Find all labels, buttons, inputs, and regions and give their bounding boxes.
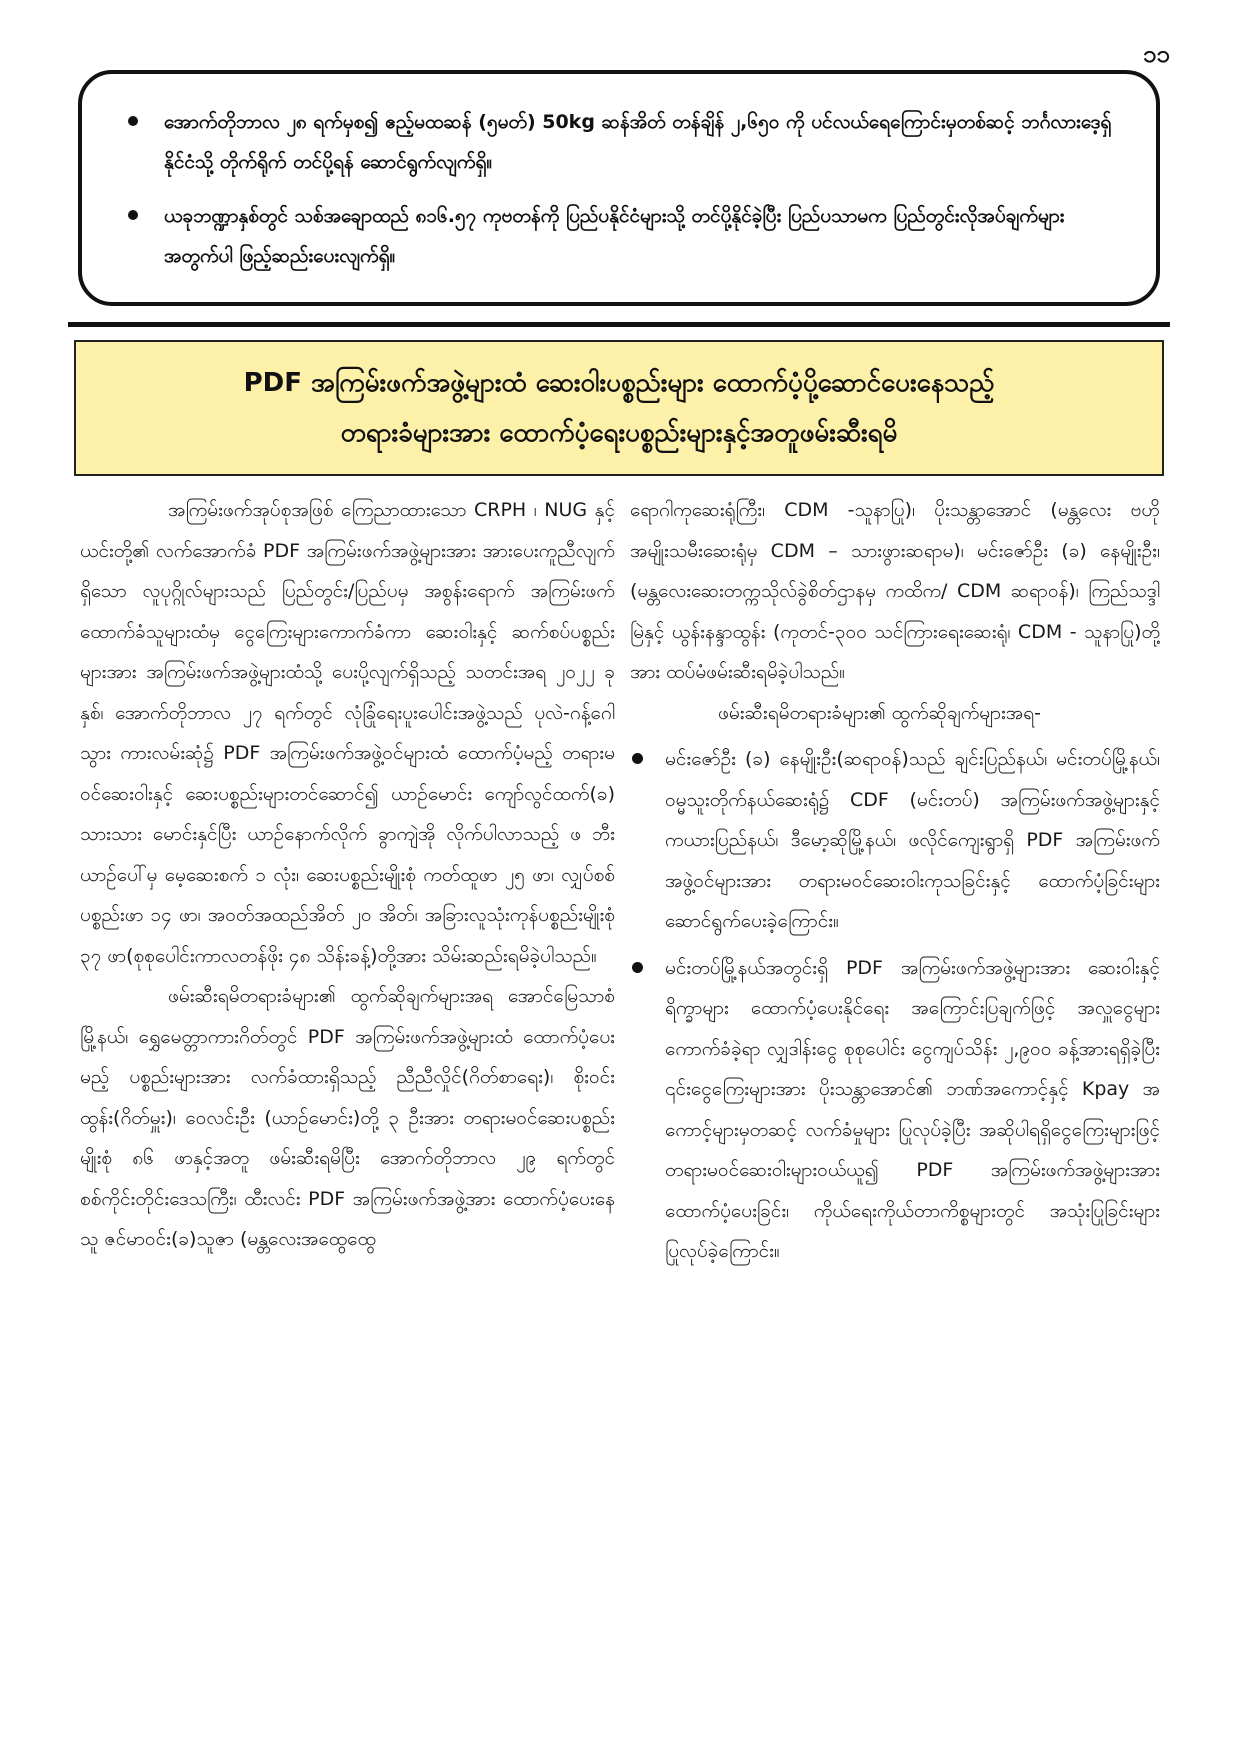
article-title-line-1: PDF အကြမ်းဖက်အဖွဲ့များထံ ဆေးဝါးပစ္စည်းများ ထောက်ပံ့ပို့ဆောင်ပေးနေသည့် bbox=[243, 368, 995, 398]
left-column bbox=[80, 490, 615, 1260]
body-paragraph: အကြမ်းဖက်အုပ်စုအဖြစ် ကြေညာထားသော CRPH ၊ NUG နှင့် ယင်းတို့၏ လက်အောက်ခံ PDF အကြမ်းဖက်အဖွဲ့များအား အားပေးကူညီလျက်ရှိသော လူပုဂ္ဂိုလ်များသည် ပြည်တွင်း/ပြည်ပမှ အစွန်းရောက် အကြမ်းဖက်ထောက်ခံသူများထံမှ ငွေကြေးများကောက်ခံကာ ဆေးဝါးနှင့် ဆက်စပ်ပစ္စည်းများအား အကြမ်းဖက်အဖွဲ့များထံသို့ ပေးပို့လျက်ရှိသည့် သတင်းအရ ၂၀၂၂ ခုနှစ်၊ အောက်တိုဘာလ ၂၇ ရက်တွင် လုံခြုံရေးပူးပေါင်းအဖွဲ့သည် ပုလဲ-ဂန့်ဂေါသွား ကားလမ်းဆုံ၌ PDF အကြမ်းဖက်အဖွဲ့ဝင်များထံ ထောက်ပံ့မည့် တရားမဝင်ဆေးဝါးနှင့် ဆေးပစ္စည်းများတင်ဆောင်၍ ယာဉ်မောင်း ကျော်လွင်ထက်(ခ) သားသား မောင်းနှင်ပြီး ယာဉ်နောက်လိုက် ခွာကျဲအို လိုက်ပါလာသည့် ဖ ဘီးယာဉ်ပေါ်မှ မေ့ဆေးစက် ၁ လုံး၊ ဆေးပစ္စည်းမျိုးစုံ ကတ်ထူဖာ ၂၅ ဖာ၊ လျှပ်စစ်ပစ္စည်းဖာ ၁၄ ဖာ၊ အဝတ်အထည်အိတ် ၂၀ အိတ်၊ အခြားလူသုံးကုန်ပစ္စည်းမျိုးစုံ ၃၇ ဖာ(စုစုပေါင်းကာလတန်ဖိုး ၄၈ သိန်းခန့်)တို့အား သိမ်းဆည်းရမိခဲ့ပါသည်။ bbox=[80, 499, 615, 967]
divider bbox=[68, 322, 1170, 327]
bullet-icon bbox=[128, 116, 138, 126]
body-paragraph: ရောဂါကုဆေးရုံကြီး၊ CDM -သူနာပြု)၊ ပိုးသန္တာအောင် (မန္တလေး ဗဟိုအမျိုးသမီးဆေးရုံမှ CDM – သားဖွားဆရာမ)၊ မင်းဇော်ဦး (ခ) နေမျိုးဦး၊ (မန္တလေးဆေးတက္ကသိုလ်ခွဲစိတ်ဌာနမှ ကထိက/ CDM ဆရာဝန်)၊ ကြည်သဒ္ဒါမြဲနှင့် ယွန်းနန္ဒာထွန်း (ကုတင်-၃၀၀ သင်ကြားရေးဆေးရုံ၊ CDM - သူနာပြု)တို့အား ထပ်မံဖမ်းဆီးရမိခဲ့ပါသည်။ bbox=[630, 499, 1160, 683]
page-number: ၁၁ bbox=[1143, 40, 1170, 68]
bullet-icon bbox=[632, 962, 643, 973]
highlight-text: အောက်တိုဘာလ ၂၈ ရက်မှစ၍ ဧည့်မထဆန် (၅မတ်) 50kg ဆန်အိတ် တန်ချိန် ၂,၆၅၀ ကို ပင်လယ်ရေကြောင်းမှတစ်ဆင့် ဘင်္ဂလားဒေ့ရှ်နိုင်ငံသို့ တိုက်ရိုက် တင်ပို့ရန် ဆောင်ရွက်လျက်ရှိ။ bbox=[164, 111, 1112, 173]
article-title-box bbox=[74, 340, 1164, 476]
list-item bbox=[630, 948, 1160, 1272]
list-item-text: မင်းဇော်ဦး (ခ) နေမျိုးဦး(ဆရာဝန်)သည် ချင်းပြည်နယ်၊ မင်းတပ်မြို့နယ်၊ ဝမ္မသူးတိုက်နယ်ဆေးရုံ၌ CDF (မင်းတပ်) အကြမ်းဖက်အဖွဲ့များနှင့် ကယားပြည်နယ်၊ ဒီမော့ဆိုမြို့နယ်၊ ဖလိုင်ကျေးရွာရှိ PDF အကြမ်းဖက်အဖွဲ့ဝင်များအား တရားမဝင်ဆေးဝါးကုသခြင်းနှင့် ထောက်ပံ့ခြင်းများ ဆောင်ရွက်ပေးခဲ့ကြောင်း။ bbox=[665, 748, 1160, 932]
list-item-text: မင်းတပ်မြို့နယ်အတွင်းရှိ PDF အကြမ်းဖက်အဖွဲ့များအား ဆေးဝါးနှင့် ရိက္ခာများ ထောက်ပံ့ပေးနိုင်ရေး အကြောင်းပြချက်ဖြင့် အလှူငွေများကောက်ခံခဲ့ရာ လျှဒါန်းငွေ စုစုပေါင်း ငွေကျပ်သိန်း ၂,၉၀၀ ခန့်အားရရှိခဲ့ပြီး ၎င်းငွေကြေးများအား ပိုးသန္တာအောင်၏ ဘဏ်အကောင့်နှင့် Kpay အကောင့်များမှတဆင့် လက်ခံမှုများ ပြုလုပ်ခဲ့ပြီး အဆိုပါရရှိငွေကြေးများဖြင့် တရားမဝင်ဆေးဝါးများဝယ်ယူ၍ PDF အကြမ်းဖက်အဖွဲ့များအား ထောက်ပံ့ပေးခြင်း၊ ကိုယ်ရေးကိုယ်တာကိစ္စများတွင် အသုံးပြုခြင်းများပြုလုပ်ခဲ့ကြောင်း။ bbox=[665, 956, 1160, 1262]
bullet-icon bbox=[128, 210, 138, 220]
findings-list bbox=[630, 739, 1160, 1272]
body-paragraph: ဖမ်းဆီးရမိတရားခံများ၏ ထွက်ဆိုချက်များအရ- bbox=[718, 701, 1041, 724]
highlight-item bbox=[122, 102, 1116, 182]
highlight-text: ယခုဘဏ္ဍာနှစ်တွင် သစ်အချောထည် ၈၁၆.၅၇ ကုဗတန်ကို ပြည်ပနိုင်ငံများသို့ တင်ပို့နိုင်ခဲ့ပြီး ပြည်ပသာမက ပြည်တွင်းလိုအပ်ချက်များအတွက်ပါ ဖြည့်ဆည်းပေးလျက်ရှိ။ bbox=[164, 205, 1065, 267]
bullet-icon bbox=[632, 753, 643, 764]
article-title-line-2: တရားခံများအား ထောက်ပံ့ရေးပစ္စည်းများနှင့်အတူဖမ်းဆီးရမိ bbox=[340, 418, 898, 448]
highlight-item bbox=[122, 196, 1116, 276]
highlights-box bbox=[78, 70, 1160, 306]
right-column bbox=[630, 490, 1160, 1272]
list-item bbox=[630, 739, 1160, 942]
body-paragraph: ဖမ်းဆီးရမိတရားခံများ၏ ထွက်ဆိုချက်များအရ အောင်မြေသာစံမြို့နယ်၊ ရွှေမေတ္တာကားဂိတ်တွင် PDF အကြမ်းဖက်အဖွဲ့များထံ ထောက်ပံ့ပေးမည့် ပစ္စည်းများအား လက်ခံထားရှိသည့် ညီညီလှိုင်(ဂိတ်စာရေး)၊ စိုးဝင်းထွန်း(ဂိတ်မှူး)၊ ဝေလင်းဦး (ယာဉ်မောင်း)တို့ ၃ ဦးအား တရားမဝင်ဆေးပစ္စည်းမျိုးစုံ ၈၆ ဖာနှင့်အတူ ဖမ်းဆီးရမိပြီး အောက်တိုဘာလ ၂၉ ရက်တွင် စစ်ကိုင်းတိုင်းဒေသကြီး၊ ထီးလင်း PDF အကြမ်းဖက်အဖွဲ့အား ထောက်ပံ့ပေးနေသူ ဇင်မာဝင်း(ခ)သူဇာ (မန္တလေးအထွေထွေ bbox=[80, 985, 615, 1250]
